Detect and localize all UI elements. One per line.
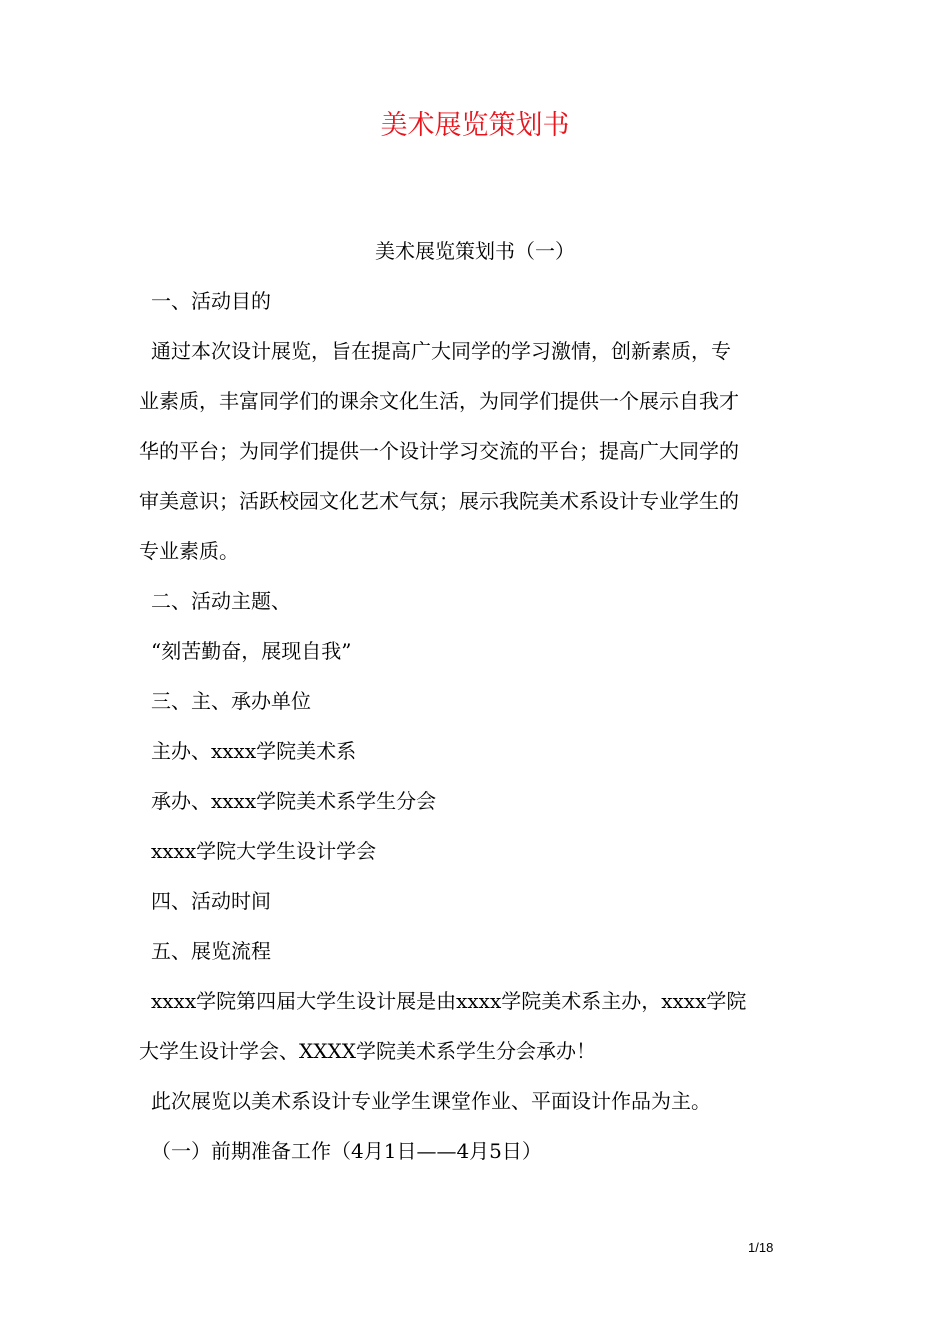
heading-organizers: 三、主、承办单位 [151,689,311,713]
organizer-undertaker: 承办、xxxx学院美术系学生分会 [151,789,437,813]
body-text [139,286,819,1186]
section-subtitle: 美术展览策划书（一） [375,239,575,263]
paragraph-line: 大学生设计学会、XXXX学院美术系学生分会承办！ [139,1039,596,1063]
organizer-co-undertaker: xxxx学院大学生设计学会 [151,839,377,863]
document-title: 美术展览策划书 [380,110,570,141]
theme-slogan: “刻苦勤奋，展现自我” [151,639,352,663]
organizer-host: 主办、xxxx学院美术系 [151,739,357,763]
heading-exhibition-process: 五、展览流程 [151,939,271,963]
heading-activity-time: 四、活动时间 [151,889,271,913]
paragraph-line: 通过本次设计展览，旨在提高广大同学的学习激情，创新素质，专 [151,339,731,363]
heading-activity-theme: 二、活动主题、 [151,589,291,613]
page-number: 1/18 [748,1240,774,1255]
paragraph-line: 业素质，丰富同学们的课余文化生活，为同学们提供一个展示自我才 [139,389,739,413]
paragraph-line: 华的平台；为同学们提供一个设计学习交流的平台；提高广大同学的 [139,439,739,463]
paragraph-line: 专业素质。 [139,539,239,563]
heading-activity-purpose: 一、活动目的 [151,289,271,313]
subheading-preparation: （一）前期准备工作（4月1日——4月5日） [151,1139,542,1163]
paragraph-line: xxxx学院第四届大学生设计展是由xxxx学院美术系主办，xxxx学院 [151,989,747,1013]
paragraph-line: 此次展览以美术系设计专业学生课堂作业、平面设计作品为主。 [151,1089,711,1113]
paragraph-line: 审美意识；活跃校园文化艺术气氛；展示我院美术系设计专业学生的 [139,489,739,513]
